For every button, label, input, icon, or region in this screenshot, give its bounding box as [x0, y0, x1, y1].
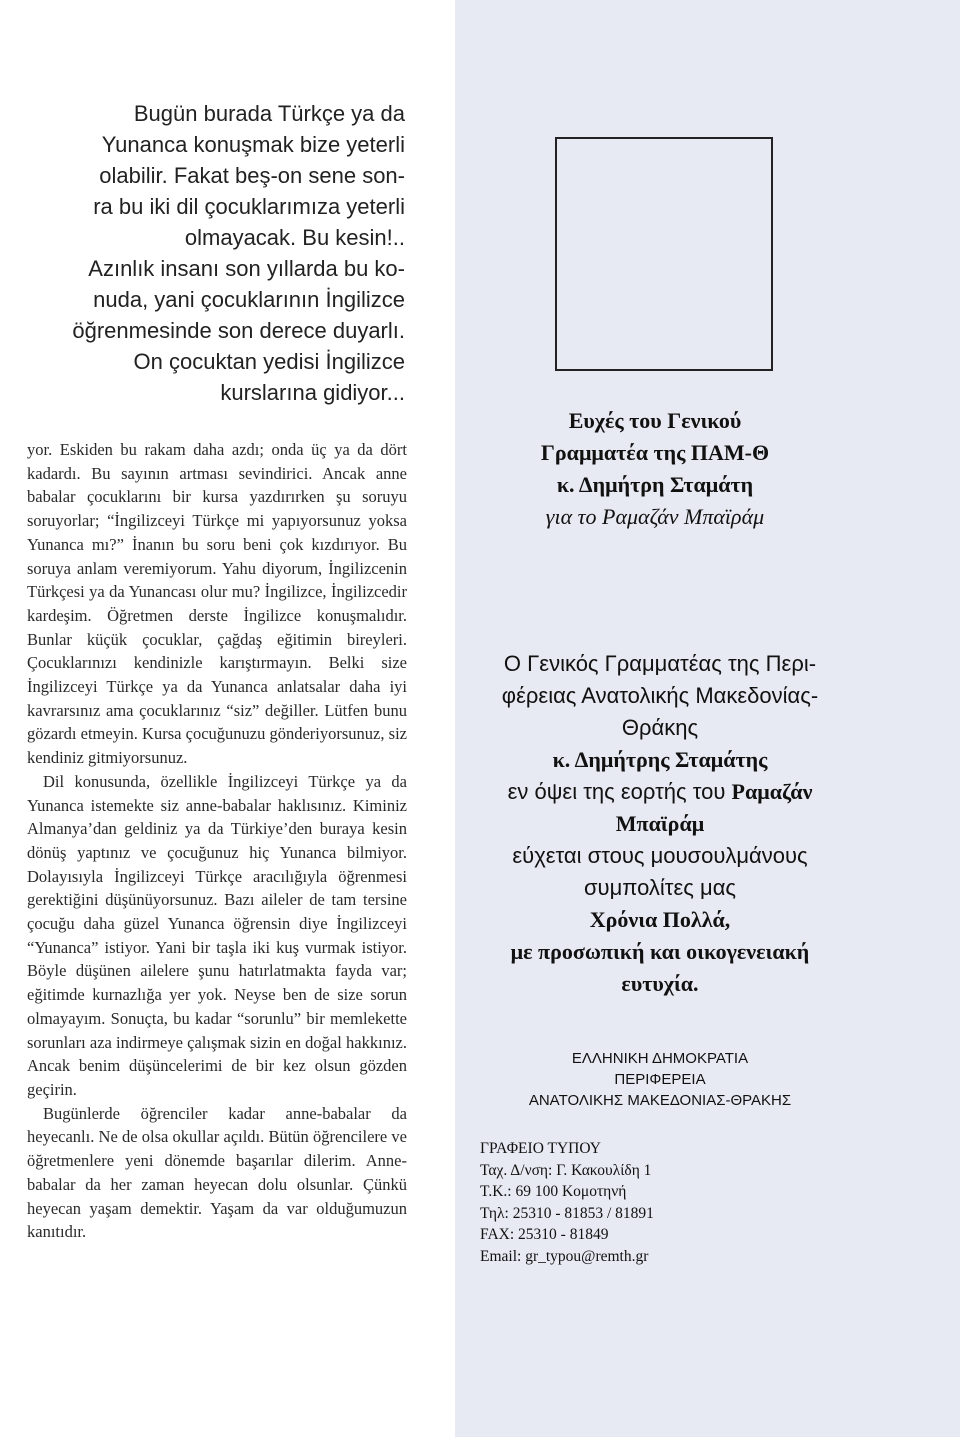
gov-line: ΕΛΛΗΝΙΚΗ ΔΗΜΟΚΡΑΤΙΑ [571, 1050, 749, 1067]
press-title: ΓΡΑΦΕΙΟ ΤΥΠΟΥ [480, 1140, 601, 1157]
pull-quote-line: kurslarına gidiyor... [220, 380, 405, 405]
message-text: εν όψει της εορτής του [507, 779, 732, 804]
pull-quote-line: olabilir. Fakat beş-on sene son- [99, 163, 405, 188]
article-body [27, 438, 407, 1244]
government-header [455, 1048, 865, 1111]
message-line: κ. Δημήτρης Σταμάτης [552, 747, 768, 772]
pull-quote-line: ra bu iki dil çocuklarımıza yeterli [93, 194, 405, 219]
wish-heading [455, 405, 855, 533]
message-line [460, 776, 860, 808]
press-postal: Τ.Κ.: 69 100 Κομοτηνή [480, 1183, 627, 1200]
press-office-contact [480, 1138, 654, 1267]
advertisement-panel [455, 0, 960, 1437]
pull-quote-line: Bugün burada Türkçe ya da [133, 101, 405, 126]
gov-line: ΠΕΡΙΦΕΡΕΙΑ [614, 1071, 706, 1088]
message-line: Θράκης [621, 715, 699, 740]
message-line: Χρόνια Πολλά, [589, 907, 731, 932]
message-line: ευτυχία. [621, 971, 699, 996]
wish-line: για το Ραμαζάν Μπαϊράμ [545, 504, 765, 529]
press-address: Ταχ. Δ/νση: Γ. Κακουλίδη 1 [480, 1161, 652, 1179]
article-column [0, 0, 455, 1437]
pull-quote-line: Yunanca konuşmak bize yeterli [101, 132, 405, 157]
pull-quote-line: Azınlık insanı son yıllarda bu ko- [88, 256, 405, 281]
message-line: Μπαϊράμ [615, 811, 705, 836]
press-email: Email: gr_typou@remth.gr [480, 1247, 649, 1265]
wish-line: Γραμματέα της ΠΑΜ-Θ [540, 440, 770, 465]
gov-line: ΑΝΑΤΟΛΙΚΗΣ ΜΑΚΕΔΟΝΙΑΣ-ΘΡΑΚΗΣ [528, 1092, 792, 1109]
press-fax: FAX: 25310 - 81849 [480, 1226, 609, 1243]
press-phone: Τηλ: 25310 - 81853 / 81891 [480, 1204, 654, 1222]
message-text-bold: Ραμαζάν [731, 779, 813, 804]
message-line: συμπολίτες μας [583, 875, 737, 900]
pull-quote-line: nuda, yani çocuklarının İngilizce [93, 287, 405, 312]
pull-quote-line: olmayacak. Bu kesin!.. [184, 225, 405, 250]
pull-quote-line: öğrenmesinde son derece duyarlı. [72, 318, 405, 343]
article-paragraph: yor. Eskiden bu rakam daha azdı; onda üç ya da dört kadardı. Bu sayının artması sevindirici. Ancak anne babalar çocuklarını bir kursa yazdırırken şu soruyu soruyorlar; “İngilizceyi Türkçe mi yapıyorsunuz yoksa Yunanca mı?” İnanın bu soru beni çok kızdırıyor. Bu soruya anlam veremiyorum. Yahu diyorum, İngilizcenin Türkçesi ya da Yunancası olur mu? İngilizce, İngilizcedir kardeşim. Öğretmen derste İngilizce konuşmalıdır. Bunlar küçük çocuklar, çağdaş eğitimin bireyleri. Çocuklarınızı kendinizle karıştırmayın. Belki size İngilizceyi Türkçe ya da Yunanca anlatsalar daha iyi kavrarsınız ama çocuklarınız “siz” değiller. Lütfen bunu gözardı etmeyin. Kursa çocuğunuzu gönderiyorsunuz, siz kendiniz gitmiyorsunuz. [27, 440, 407, 768]
message-line: Ο Γενικός Γραμματέας της Περι- [503, 651, 817, 676]
article-paragraph: Dil konusunda, özellikle İngilizceyi Türkçe ya da Yunanca istemekte siz anne-babalar haklısınız. Kiminiz Almanya’dan geldiniz ya da Türkiye’den buraya kesin dönüş yaptınız ve çocuğunuz hiç Yunanca bilmiyor. Dolayısıyla İngilizceyi Türkçe aracılığıyla öğrenmesi gerektiğini düşünüyorsunuz. Bazı aileler de tam tersine çocuğu daha güzel Yunanca öğrensin diye İngilizceyi “Yunanca” istiyor. Yani bir taşla iki kuş vurmak istiyor. Böyle düşünen ailelere şunu hatırlatmakta fayda var; eğitimde kurnazlığa yer yok. Neyse ben de size sorun olmayayım. Sonuçta, bu kadar “sorunlu” bir memlekette sorunları aza indirmeye çalışmak sizin en doğal hakkınız. Ancak benim düşüncelerimi de bir kez olsun gözden geçirin. [27, 771, 407, 1099]
message-line: εύχεται στους μουσουλμάνους [512, 843, 808, 868]
wish-line: κ. Δημήτρη Σταμάτη [556, 472, 754, 497]
article-paragraph: Bugünlerde öğrenciler kadar anne-babalar da heyecanlı. Ne de olsa okullar açıldı. Bütün öğrencilere ve öğretmenlere yeni dönemde başarılar dilerim. Anne-babalar da her zaman heyecan dolu olsunlar. Çünkü heyecan yaşam demektir. Yaşam da var olduğumuzun kanıtıdır. [27, 1103, 407, 1242]
pull-quote [0, 98, 405, 408]
message-line: με προσωπική και οικογενειακή [510, 939, 810, 964]
message-line: φέρειας Ανατολικής Μακεδονίας- [501, 683, 819, 708]
greeting-message [460, 648, 860, 1000]
pull-quote-line: On çocuktan yedisi İngilizce [133, 349, 405, 374]
portrait-photo-frame [555, 137, 773, 371]
wish-line: Ευχές του Γενικού [568, 408, 742, 433]
